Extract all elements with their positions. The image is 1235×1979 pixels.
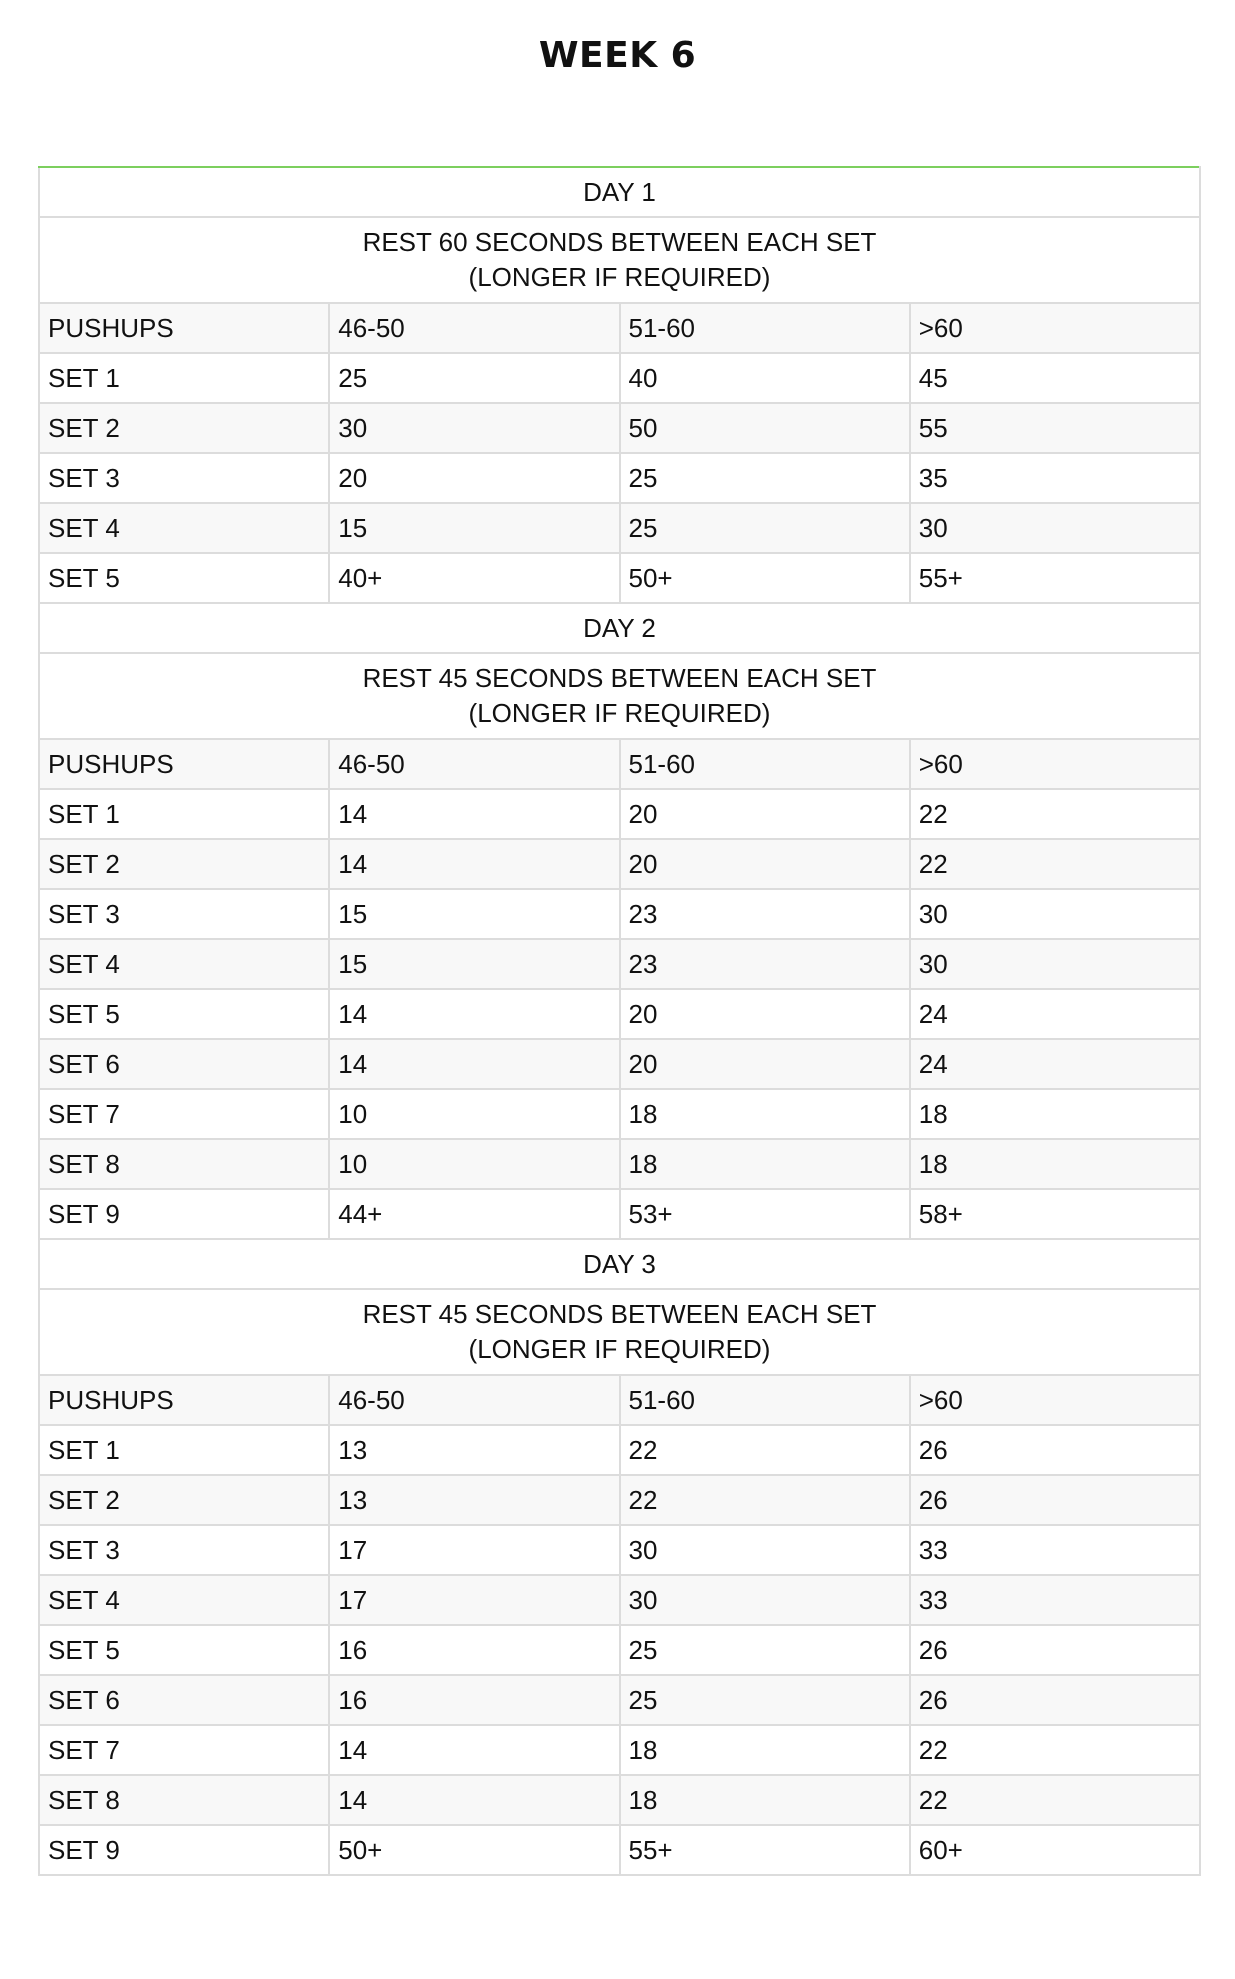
set-label: SET 2: [39, 1475, 329, 1525]
rep-count: 30: [910, 939, 1200, 989]
rep-count: 25: [620, 1675, 910, 1725]
rep-count: 13: [329, 1475, 619, 1525]
set-row: [39, 1039, 1200, 1089]
set-label: SET 8: [39, 1139, 329, 1189]
rest-instruction-row: [39, 653, 1200, 739]
set-row: [39, 1775, 1200, 1825]
rep-count: 26: [910, 1475, 1200, 1525]
rest-instruction: [39, 653, 1200, 739]
column-header: 51-60: [620, 1375, 910, 1425]
workout-table: [38, 166, 1201, 1876]
set-label: SET 8: [39, 1775, 329, 1825]
rep-count: 22: [910, 1725, 1200, 1775]
rep-count: 18: [620, 1725, 910, 1775]
rep-count: 40: [620, 353, 910, 403]
rest-instruction-row: [39, 1289, 1200, 1375]
page-title: WEEK 6: [538, 35, 697, 76]
rest-instruction-line: REST 60 SECONDS BETWEEN EACH SET: [362, 227, 877, 257]
rep-count: 20: [620, 1039, 910, 1089]
set-label: SET 3: [39, 1525, 329, 1575]
rep-count: 30: [620, 1525, 910, 1575]
set-label: SET 4: [39, 1575, 329, 1625]
set-label: SET 1: [39, 353, 329, 403]
rep-count: 35: [910, 453, 1200, 503]
rest-instruction-line: REST 45 SECONDS BETWEEN EACH SET: [362, 1299, 877, 1329]
rep-count: 26: [910, 1625, 1200, 1675]
column-header: PUSHUPS: [39, 303, 329, 353]
rep-count: 16: [329, 1625, 619, 1675]
rep-count: 22: [910, 839, 1200, 889]
rest-instruction-note: (LONGER IF REQUIRED): [468, 262, 771, 292]
set-row: [39, 503, 1200, 553]
rep-count: 18: [910, 1139, 1200, 1189]
set-label: SET 6: [39, 1675, 329, 1725]
set-row: [39, 789, 1200, 839]
set-row: [39, 989, 1200, 1039]
set-label: SET 4: [39, 503, 329, 553]
rep-count: 18: [620, 1775, 910, 1825]
set-label: SET 7: [39, 1725, 329, 1775]
set-row: [39, 553, 1200, 603]
column-header-row: [39, 303, 1200, 353]
set-row: [39, 1625, 1200, 1675]
rest-instruction: [39, 217, 1200, 303]
rep-count: 30: [620, 1575, 910, 1625]
set-row: [39, 1575, 1200, 1625]
rep-count: 45: [910, 353, 1200, 403]
set-row: [39, 1475, 1200, 1525]
rep-count: 23: [620, 939, 910, 989]
rep-count: 26: [910, 1425, 1200, 1475]
column-header: PUSHUPS: [39, 1375, 329, 1425]
set-label: SET 5: [39, 553, 329, 603]
rep-count: 55+: [910, 553, 1200, 603]
day-header-row: [39, 1239, 1200, 1289]
column-header: >60: [910, 739, 1200, 789]
set-row: [39, 1089, 1200, 1139]
rep-count: 53+: [620, 1189, 910, 1239]
set-row: [39, 1525, 1200, 1575]
rep-count: 10: [329, 1089, 619, 1139]
set-row: [39, 1825, 1200, 1875]
set-row: [39, 453, 1200, 503]
column-header: >60: [910, 1375, 1200, 1425]
rep-count: 20: [329, 453, 619, 503]
rep-count: 30: [910, 889, 1200, 939]
column-header: PUSHUPS: [39, 739, 329, 789]
workout-table-body: [39, 167, 1200, 1875]
set-row: [39, 1189, 1200, 1239]
rep-count: 15: [329, 939, 619, 989]
rep-count: 26: [910, 1675, 1200, 1725]
column-header: 46-50: [329, 1375, 619, 1425]
rep-count: 14: [329, 1775, 619, 1825]
rep-count: 17: [329, 1525, 619, 1575]
set-label: SET 4: [39, 939, 329, 989]
column-header: 51-60: [620, 739, 910, 789]
rep-count: 50+: [329, 1825, 619, 1875]
set-label: SET 2: [39, 403, 329, 453]
set-label: SET 6: [39, 1039, 329, 1089]
day-header-row: [39, 167, 1200, 217]
rep-count: 60+: [910, 1825, 1200, 1875]
rep-count: 20: [620, 839, 910, 889]
rep-count: 22: [620, 1475, 910, 1525]
rep-count: 50: [620, 403, 910, 453]
column-header: 46-50: [329, 739, 619, 789]
column-header-row: [39, 739, 1200, 789]
rep-count: 30: [329, 403, 619, 453]
set-label: SET 7: [39, 1089, 329, 1139]
rep-count: 25: [620, 1625, 910, 1675]
rep-count: 15: [329, 889, 619, 939]
rep-count: 24: [910, 989, 1200, 1039]
rep-count: 22: [620, 1425, 910, 1475]
rep-count: 14: [329, 1725, 619, 1775]
rest-instruction: [39, 1289, 1200, 1375]
set-row: [39, 1725, 1200, 1775]
column-header: >60: [910, 303, 1200, 353]
rest-instruction-note: (LONGER IF REQUIRED): [468, 1334, 771, 1364]
day-label: DAY 3: [39, 1239, 1200, 1289]
column-header-row: [39, 1375, 1200, 1425]
set-row: [39, 889, 1200, 939]
rep-count: 17: [329, 1575, 619, 1625]
set-row: [39, 353, 1200, 403]
rep-count: 16: [329, 1675, 619, 1725]
rep-count: 22: [910, 1775, 1200, 1825]
set-label: SET 5: [39, 1625, 329, 1675]
set-label: SET 3: [39, 453, 329, 503]
set-label: SET 1: [39, 1425, 329, 1475]
set-label: SET 3: [39, 889, 329, 939]
rest-instruction-row: [39, 217, 1200, 303]
column-header: 51-60: [620, 303, 910, 353]
rep-count: 13: [329, 1425, 619, 1475]
rep-count: 10: [329, 1139, 619, 1189]
day-label: DAY 2: [39, 603, 1200, 653]
rep-count: 24: [910, 1039, 1200, 1089]
rep-count: 33: [910, 1575, 1200, 1625]
day-label: DAY 1: [39, 167, 1200, 217]
set-row: [39, 939, 1200, 989]
rep-count: 18: [910, 1089, 1200, 1139]
rep-count: 58+: [910, 1189, 1200, 1239]
rep-count: 14: [329, 789, 619, 839]
rep-count: 33: [910, 1525, 1200, 1575]
set-row: [39, 1675, 1200, 1725]
rep-count: 25: [329, 353, 619, 403]
rep-count: 14: [329, 1039, 619, 1089]
rest-instruction-note: (LONGER IF REQUIRED): [468, 698, 771, 728]
set-label: SET 1: [39, 789, 329, 839]
rep-count: 20: [620, 989, 910, 1039]
set-label: SET 5: [39, 989, 329, 1039]
rep-count: 25: [620, 453, 910, 503]
rep-count: 20: [620, 789, 910, 839]
rep-count: 30: [910, 503, 1200, 553]
day-header-row: [39, 603, 1200, 653]
rep-count: 18: [620, 1139, 910, 1189]
rep-count: 15: [329, 503, 619, 553]
rep-count: 14: [329, 839, 619, 889]
set-row: [39, 839, 1200, 889]
rep-count: 55: [910, 403, 1200, 453]
rep-count: 50+: [620, 553, 910, 603]
rep-count: 23: [620, 889, 910, 939]
set-label: SET 9: [39, 1825, 329, 1875]
set-row: [39, 1139, 1200, 1189]
rep-count: 25: [620, 503, 910, 553]
rep-count: 22: [910, 789, 1200, 839]
set-row: [39, 403, 1200, 453]
set-label: SET 2: [39, 839, 329, 889]
rep-count: 55+: [620, 1825, 910, 1875]
column-header: 46-50: [329, 303, 619, 353]
rep-count: 14: [329, 989, 619, 1039]
set-label: SET 9: [39, 1189, 329, 1239]
rep-count: 44+: [329, 1189, 619, 1239]
rep-count: 18: [620, 1089, 910, 1139]
set-row: [39, 1425, 1200, 1475]
rep-count: 40+: [329, 553, 619, 603]
rest-instruction-line: REST 45 SECONDS BETWEEN EACH SET: [362, 663, 877, 693]
